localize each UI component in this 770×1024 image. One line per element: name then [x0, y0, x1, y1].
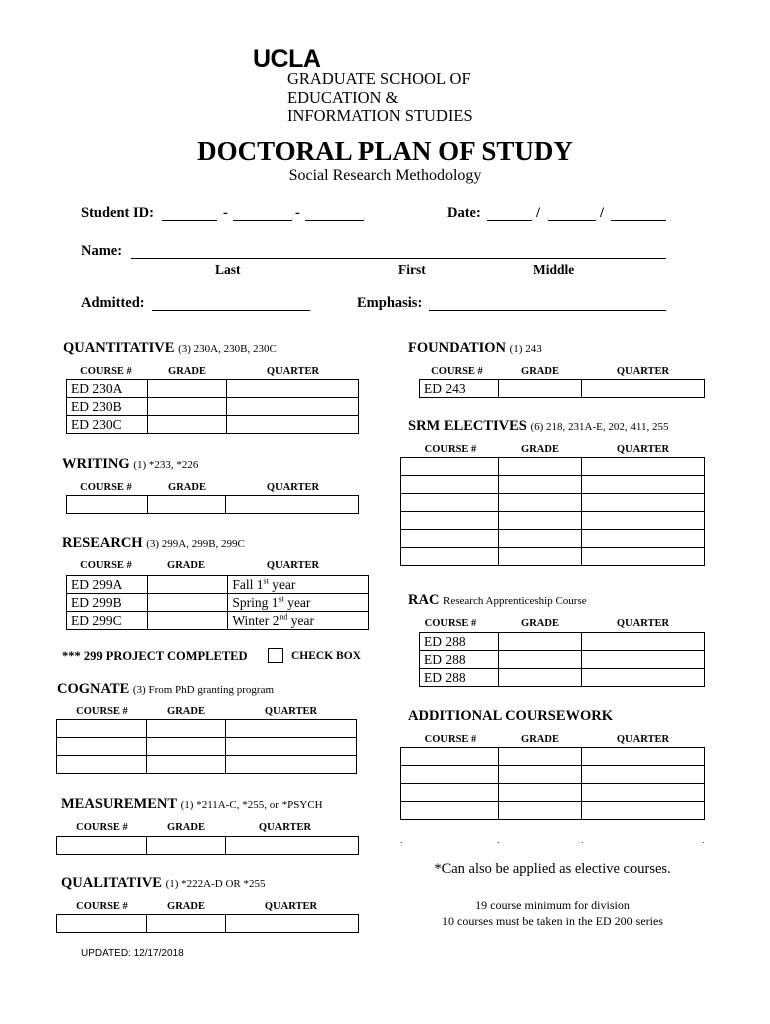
writing-section-title [62, 456, 198, 473]
updated-date: UPDATED: 12/17/2018 [81, 948, 184, 959]
grade-cell[interactable] [498, 651, 582, 669]
table-row [420, 380, 705, 398]
qualitative-note: (1) *222A-D OR *255 [165, 878, 266, 890]
research-col-quarter: QUARTER [266, 560, 320, 571]
srm-electives-col-grade: GRADE [521, 444, 559, 455]
student-id-dash-1: - [223, 205, 228, 221]
cognate-table [56, 719, 357, 774]
writing-col-grade: GRADE [168, 482, 206, 493]
page-subtitle: Social Research Methodology [288, 167, 482, 184]
grade-cell[interactable] [498, 748, 582, 766]
date-slash-2: / [600, 205, 605, 221]
additional-col-quarter: QUARTER [616, 734, 670, 745]
student-id-field-1[interactable] [162, 220, 217, 221]
grade-cell[interactable] [498, 548, 582, 566]
course-cell[interactable] [401, 512, 499, 530]
name-field[interactable] [131, 258, 666, 259]
table-row [401, 494, 705, 512]
additional-title: ADDITIONAL COURSEWORK [408, 708, 614, 724]
research-section-title [62, 535, 245, 552]
table-row [401, 530, 705, 548]
foundation-col-course: COURSE # [431, 366, 483, 377]
quarter-text: Spring 1 [232, 595, 279, 610]
writing-col-quarter: QUARTER [266, 482, 320, 493]
quarter-cell[interactable] [582, 633, 705, 651]
grade-cell[interactable] [498, 669, 582, 687]
quarter-year: year [283, 595, 311, 610]
quarter-cell[interactable] [582, 530, 705, 548]
student-id-dash-2: - [295, 205, 300, 221]
course-cell[interactable] [57, 756, 147, 774]
student-id-field-2[interactable] [233, 220, 292, 221]
foundation-title: FOUNDATION [408, 340, 507, 356]
quarter-cell[interactable] [582, 548, 705, 566]
grade-cell[interactable] [498, 494, 582, 512]
elective-note: *Can also be applied as elective courses. [434, 861, 671, 877]
table-row [401, 748, 705, 766]
quarter-cell[interactable] [582, 766, 705, 784]
table-row [401, 458, 705, 476]
grade-cell[interactable] [498, 476, 582, 494]
qualitative-title: QUALITATIVE [61, 875, 162, 891]
table-row [420, 669, 705, 687]
table-row [67, 594, 369, 612]
quarter-cell[interactable] [582, 669, 705, 687]
course-cell[interactable] [57, 915, 147, 933]
foundation-table [419, 379, 705, 398]
quarter-cell[interactable] [582, 784, 705, 802]
grade-cell[interactable] [498, 512, 582, 530]
table-row [57, 756, 357, 774]
course-cell[interactable] [401, 530, 499, 548]
quarter-cell [228, 576, 369, 594]
writing-title: WRITING [62, 456, 130, 472]
research-title: RESEARCH [62, 535, 143, 551]
emphasis-field[interactable] [429, 310, 666, 311]
additional-section-title [408, 708, 613, 725]
quantitative-col-quarter: QUARTER [266, 366, 320, 377]
table-row [57, 738, 357, 756]
quarter-cell[interactable] [226, 756, 357, 774]
srm-electives-note: (6) 218, 231A-E, 202, 411, 255 [530, 421, 669, 433]
additional-table [400, 747, 705, 820]
qualitative-section-title [61, 875, 266, 892]
measurement-note: (1) *211A-C, *255, or *PSYCH [180, 799, 323, 811]
quarter-cell[interactable] [226, 915, 359, 933]
quarter-cell [228, 612, 369, 630]
quarter-cell[interactable] [582, 380, 705, 398]
grade-cell[interactable] [146, 837, 226, 855]
quarter-cell[interactable] [582, 748, 705, 766]
course-cell: ED 299B [67, 594, 148, 612]
srm-electives-title: SRM ELECTIVES [408, 418, 527, 434]
page-title: DOCTORAL PLAN OF STUDY [197, 136, 573, 166]
grade-cell[interactable] [147, 380, 226, 398]
rac-section-title [408, 592, 587, 609]
measurement-col-course: COURSE # [76, 822, 128, 833]
measurement-title: MEASUREMENT [61, 796, 178, 812]
cognate-col-grade: GRADE [167, 706, 205, 717]
table-row [67, 416, 359, 434]
table-row [67, 398, 359, 416]
course-cell: ED 243 [420, 380, 499, 398]
srm-electives-table [400, 457, 705, 566]
rac-note: Research Apprenticeship Course [443, 595, 587, 607]
name-first-label: First [398, 262, 426, 277]
grade-cell[interactable] [146, 720, 226, 738]
cognate-section-title [57, 681, 274, 698]
additional-col-grade: GRADE [521, 734, 559, 745]
foundation-section-title [408, 340, 542, 357]
minimum-note: 19 course minimum for division [475, 898, 630, 912]
course-cell: ED 288 [420, 633, 499, 651]
quantitative-note: (3) 230A, 230B, 230C [178, 343, 277, 355]
cognate-col-course: COURSE # [76, 706, 128, 717]
school-line-2: EDUCATION & [287, 87, 399, 107]
quarter-cell[interactable] [582, 476, 705, 494]
measurement-col-quarter: QUARTER [258, 822, 312, 833]
school-line-3: INFORMATION STUDIES [287, 106, 473, 125]
project-completed-checkbox[interactable] [268, 648, 283, 663]
school-name [287, 70, 473, 126]
quarter-year: year [287, 613, 315, 628]
name-middle-label: Middle [533, 262, 575, 277]
course-cell[interactable] [401, 766, 499, 784]
quantitative-table [66, 379, 359, 434]
student-id-label: Student ID: [81, 205, 154, 221]
quarter-cell[interactable] [226, 837, 359, 855]
grade-cell[interactable] [498, 380, 582, 398]
course-cell: ED 288 [420, 651, 499, 669]
grade-cell[interactable] [147, 594, 228, 612]
research-col-grade: GRADE [167, 560, 205, 571]
table-row [420, 651, 705, 669]
quarter-cell[interactable] [226, 398, 358, 416]
table-row [67, 496, 359, 514]
grade-cell[interactable] [147, 416, 226, 434]
writing-note: (1) *233, *226 [133, 459, 199, 471]
name-label: Name: [81, 243, 123, 259]
date-slash-1: / [536, 205, 541, 221]
course-cell[interactable] [57, 720, 147, 738]
course-cell: ED 288 [420, 669, 499, 687]
quantitative-title: QUANTITATIVE [63, 340, 175, 356]
cognate-title: COGNATE [57, 681, 130, 697]
quarter-year: year [268, 577, 296, 592]
table-row [401, 512, 705, 530]
quarter-cell[interactable] [226, 380, 358, 398]
quarter-cell[interactable] [582, 651, 705, 669]
project-completed-label: *** 299 PROJECT COMPLETED [62, 649, 248, 663]
course-cell: ED 299C [67, 612, 148, 630]
name-last-label: Last [215, 262, 241, 277]
rac-col-quarter: QUARTER [616, 618, 670, 629]
quarter-text: Fall 1 [232, 577, 264, 592]
measurement-col-grade: GRADE [167, 822, 205, 833]
qualitative-table [56, 914, 359, 933]
date-year-field[interactable] [611, 220, 666, 221]
rac-table [419, 632, 705, 687]
table-row [420, 633, 705, 651]
srm-electives-col-quarter: QUARTER [616, 444, 670, 455]
date-label: Date: [447, 205, 481, 221]
table-row [57, 720, 357, 738]
grade-cell[interactable] [146, 738, 226, 756]
grade-cell[interactable] [498, 784, 582, 802]
grade-cell[interactable] [498, 530, 582, 548]
date-month-field[interactable] [487, 220, 532, 221]
research-note: (3) 299A, 299B, 299C [146, 538, 245, 550]
table-row [67, 612, 369, 630]
course-cell[interactable] [401, 548, 499, 566]
table-row [401, 784, 705, 802]
table-row [57, 915, 359, 933]
research-col-course: COURSE # [80, 560, 132, 571]
emphasis-label: Emphasis: [357, 295, 423, 311]
student-id-field-3[interactable] [305, 220, 364, 221]
quarter-text: Winter 2 [232, 613, 280, 628]
grade-cell[interactable] [498, 766, 582, 784]
srm-electives-col-course: COURSE # [424, 444, 477, 455]
quarter-cell[interactable] [582, 802, 705, 820]
foundation-note: (1) 243 [509, 343, 542, 355]
measurement-table [56, 836, 359, 855]
quarter-cell[interactable] [582, 494, 705, 512]
course-cell: ED 230B [67, 398, 148, 416]
series-note: 10 courses must be taken in the ED 200 series [442, 914, 663, 928]
quantitative-col-grade: GRADE [168, 366, 206, 377]
course-cell[interactable] [67, 496, 148, 514]
srm-electives-section-title [408, 418, 668, 435]
course-cell[interactable] [57, 738, 147, 756]
qualitative-col-quarter: QUARTER [264, 901, 318, 912]
grade-cell[interactable] [498, 458, 582, 476]
table-row [401, 476, 705, 494]
foundation-col-quarter: QUARTER [616, 366, 670, 377]
course-cell[interactable] [401, 458, 499, 476]
course-cell: ED 230A [67, 380, 148, 398]
admitted-field[interactable] [152, 310, 310, 311]
grade-cell[interactable] [146, 915, 226, 933]
measurement-section-title [61, 796, 323, 813]
quarter-cell[interactable] [582, 458, 705, 476]
date-day-field[interactable] [548, 220, 596, 221]
quarter-cell[interactable] [226, 496, 359, 514]
check-box-label: CHECK BOX [291, 650, 361, 662]
quarter-ordinal: st [263, 576, 269, 586]
table-row [67, 380, 359, 398]
course-cell[interactable] [401, 784, 499, 802]
table-row [401, 766, 705, 784]
grade-cell[interactable] [498, 633, 582, 651]
quarter-ordinal: nd [279, 612, 288, 622]
table-row [401, 802, 705, 820]
quarter-cell[interactable] [226, 720, 357, 738]
quarter-cell[interactable] [226, 416, 358, 434]
qualitative-col-grade: GRADE [167, 901, 205, 912]
quantitative-section-title [63, 340, 277, 357]
rac-title: RAC [408, 592, 440, 608]
foundation-col-grade: GRADE [521, 366, 559, 377]
writing-table [66, 495, 359, 514]
table-edge-mark: . [497, 836, 500, 845]
quantitative-col-course: COURSE # [80, 366, 132, 377]
table-row [57, 837, 359, 855]
table-row [401, 548, 705, 566]
course-cell[interactable] [401, 802, 499, 820]
course-cell: ED 230C [67, 416, 148, 434]
research-table [66, 575, 369, 630]
grade-cell[interactable] [147, 496, 226, 514]
ucla-logo: UCLA [253, 45, 321, 73]
quarter-cell [228, 594, 369, 612]
table-edge-mark: . [581, 836, 584, 845]
grade-cell[interactable] [147, 612, 228, 630]
table-edge-mark: . [702, 836, 705, 845]
course-cell[interactable] [401, 476, 499, 494]
school-line-1: GRADUATE SCHOOL OF [287, 69, 471, 88]
table-row [67, 576, 369, 594]
writing-col-course: COURSE # [80, 482, 132, 493]
grade-cell[interactable] [146, 756, 226, 774]
qualitative-col-course: COURSE # [76, 901, 128, 912]
rac-col-course: COURSE # [424, 618, 477, 629]
rac-col-grade: GRADE [521, 618, 559, 629]
course-cell[interactable] [57, 837, 147, 855]
grade-cell[interactable] [147, 398, 226, 416]
course-cell[interactable] [401, 494, 499, 512]
quarter-ordinal: st [278, 594, 284, 604]
cognate-note: (3) From PhD granting program [132, 684, 275, 696]
grade-cell[interactable] [498, 802, 582, 820]
quarter-cell[interactable] [582, 512, 705, 530]
course-cell: ED 299A [67, 576, 148, 594]
course-cell[interactable] [401, 748, 499, 766]
admitted-label: Admitted: [81, 295, 145, 311]
quarter-cell[interactable] [226, 738, 357, 756]
cognate-col-quarter: QUARTER [264, 706, 318, 717]
additional-col-course: COURSE # [424, 734, 477, 745]
grade-cell[interactable] [147, 576, 228, 594]
table-edge-mark: . [400, 836, 403, 845]
